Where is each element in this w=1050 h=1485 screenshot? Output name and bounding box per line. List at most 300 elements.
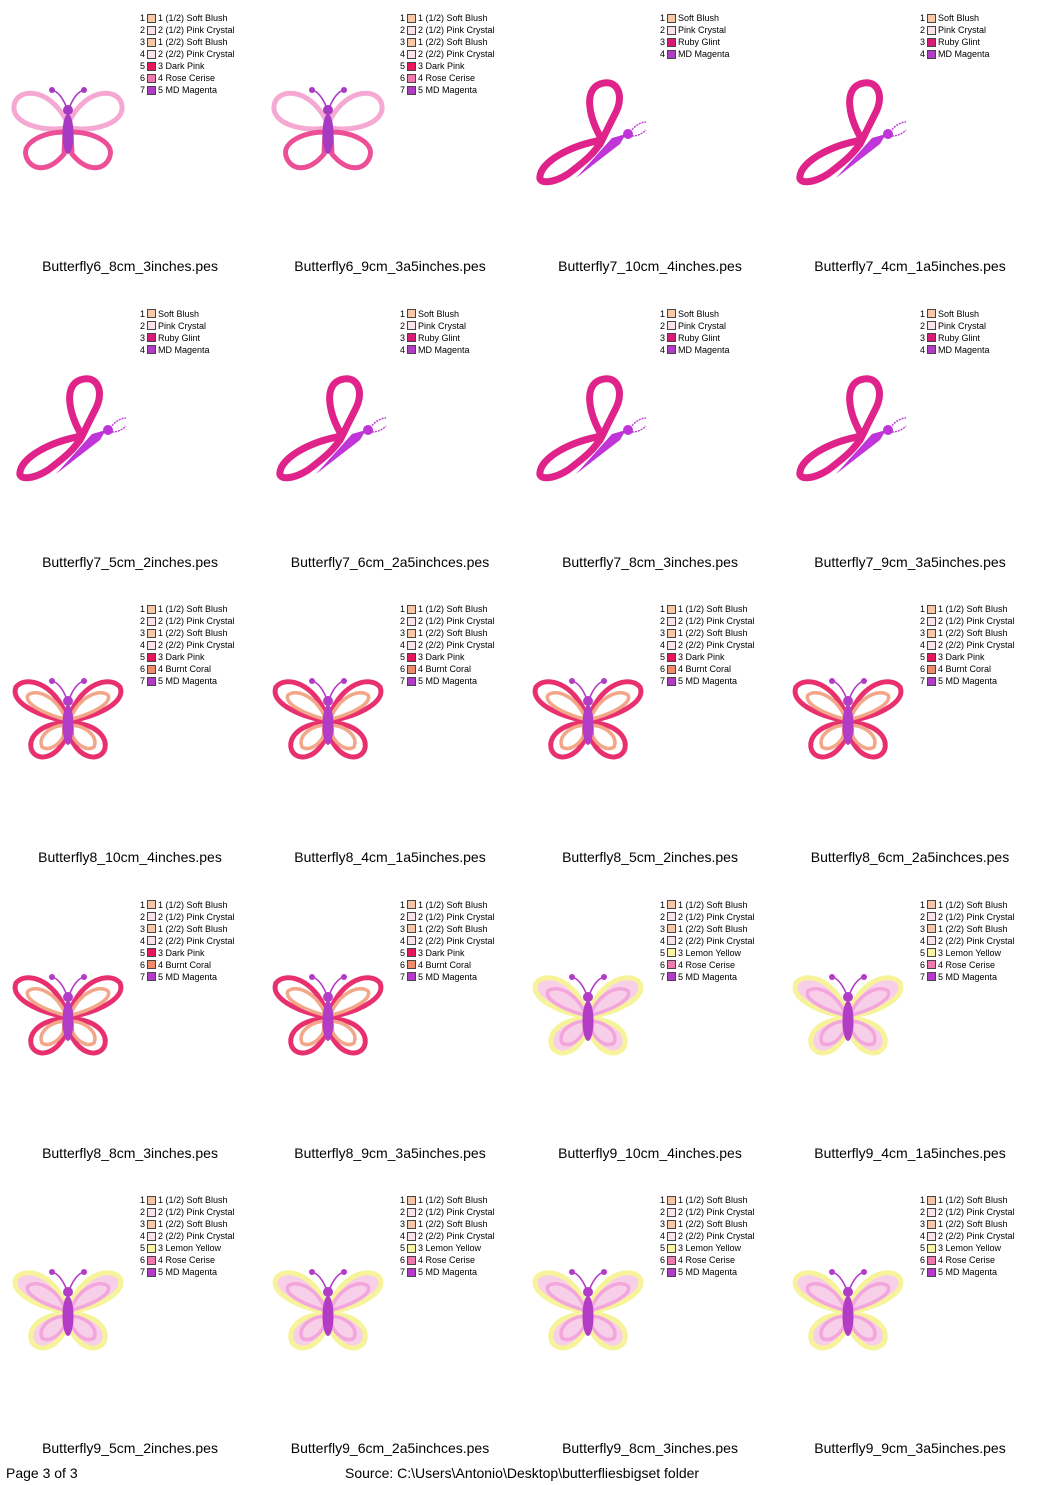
color-swatch xyxy=(407,605,416,614)
color-swatch xyxy=(407,309,416,318)
thread-row xyxy=(136,651,235,663)
thread-row xyxy=(396,48,495,60)
thread-name: 1 (1/2) Soft Blush xyxy=(418,13,488,23)
color-swatch xyxy=(927,641,936,650)
thread-name: 1 (1/2) Soft Blush xyxy=(678,899,748,910)
color-swatch xyxy=(667,26,676,35)
thread-row xyxy=(916,639,1015,651)
thread-number: 3 xyxy=(139,332,145,343)
color-swatch xyxy=(147,972,156,981)
thread-number: 6 xyxy=(399,664,405,674)
thread-number: 2 xyxy=(139,911,145,922)
color-swatch xyxy=(407,62,416,71)
color-swatch xyxy=(147,1268,156,1277)
thread-number: 1 xyxy=(919,604,925,614)
color-swatch xyxy=(147,900,156,909)
thread-number: 5 xyxy=(399,1243,405,1253)
thread-row xyxy=(916,12,990,24)
color-swatch xyxy=(407,333,416,342)
design-filename: Butterfly7_4cm_1a5inches.pes xyxy=(814,258,1006,274)
thread-number: 3 xyxy=(139,628,145,638)
thread-row xyxy=(136,320,210,332)
thread-row xyxy=(656,1206,755,1218)
thread-number: 7 xyxy=(399,85,405,95)
thread-number: 1 xyxy=(139,13,145,23)
color-swatch xyxy=(407,74,416,83)
color-swatch xyxy=(667,912,676,921)
thread-color-legend xyxy=(656,603,755,687)
thread-row xyxy=(136,344,210,356)
color-swatch xyxy=(927,653,936,662)
color-swatch xyxy=(147,629,156,638)
color-swatch xyxy=(927,948,936,957)
thread-row xyxy=(396,36,495,48)
thread-name: 2 (1/2) Pink Crystal xyxy=(678,616,755,626)
color-swatch xyxy=(667,309,676,318)
thread-name: 2 (1/2) Pink Crystal xyxy=(158,616,235,626)
thread-number: 7 xyxy=(919,676,925,686)
thread-row xyxy=(396,603,495,615)
thread-number: 1 xyxy=(139,308,145,319)
source-path: Source: C:\Users\Antonio\Desktop\butterfliesbigset folder xyxy=(345,1465,700,1481)
color-swatch xyxy=(407,50,416,59)
thread-name: Ruby Glint xyxy=(938,37,981,47)
thread-number: 3 xyxy=(919,37,925,47)
color-swatch xyxy=(927,1268,936,1277)
color-swatch xyxy=(927,617,936,626)
thread-number: 4 xyxy=(919,49,925,59)
thread-row xyxy=(916,1230,1015,1242)
thread-name: 4 Rose Cerise xyxy=(158,73,216,83)
thread-number: 3 xyxy=(399,37,405,47)
design-cell xyxy=(520,1182,780,1478)
thread-name: 4 Burnt Coral xyxy=(938,664,992,674)
thread-number: 1 xyxy=(399,1195,405,1205)
color-swatch xyxy=(147,38,156,47)
thread-number: 2 xyxy=(139,616,145,626)
thread-row xyxy=(656,1266,755,1278)
color-swatch xyxy=(667,972,676,981)
color-swatch xyxy=(407,1220,416,1229)
thread-name: 2 (2/2) Pink Crystal xyxy=(938,1231,1015,1241)
thread-name: 2 (1/2) Pink Crystal xyxy=(938,1207,1015,1217)
thread-number: 3 xyxy=(139,1219,145,1229)
thread-number: 6 xyxy=(659,1255,665,1265)
thread-row xyxy=(136,639,235,651)
thread-color-legend xyxy=(916,1194,1015,1278)
butterfly-preview-icon xyxy=(528,70,648,190)
thread-name: 3 Lemon Yellow xyxy=(678,947,742,958)
butterfly-preview-icon xyxy=(788,661,908,781)
thread-row xyxy=(396,84,495,96)
thread-number: 2 xyxy=(919,1207,925,1217)
thread-number: 4 xyxy=(659,640,665,650)
thread-name: Soft Blush xyxy=(158,308,200,319)
thread-number: 6 xyxy=(659,959,665,970)
thread-number: 1 xyxy=(399,308,405,319)
thread-number: 2 xyxy=(919,616,925,626)
color-swatch xyxy=(667,1208,676,1217)
thread-name: 1 (1/2) Soft Blush xyxy=(418,604,488,614)
thread-row xyxy=(136,615,235,627)
thread-number: 2 xyxy=(919,25,925,35)
thread-row xyxy=(656,603,755,615)
thread-row xyxy=(136,935,235,947)
color-swatch xyxy=(407,665,416,674)
thread-row xyxy=(656,651,755,663)
thread-row xyxy=(396,60,495,72)
color-swatch xyxy=(927,936,936,945)
thread-name: 2 (1/2) Pink Crystal xyxy=(678,911,755,922)
thread-name: 1 (2/2) Soft Blush xyxy=(158,628,228,638)
design-filename: Butterfly7_5cm_2inches.pes xyxy=(42,553,218,570)
thread-name: Pink Crystal xyxy=(938,25,987,35)
butterfly-preview-icon xyxy=(268,1252,388,1372)
color-swatch xyxy=(667,345,676,354)
design-cell xyxy=(520,296,780,592)
thread-row xyxy=(916,332,990,344)
thread-row xyxy=(396,1218,495,1230)
thread-number: 3 xyxy=(139,37,145,47)
thread-row xyxy=(656,615,755,627)
color-swatch xyxy=(927,605,936,614)
color-swatch xyxy=(147,309,156,318)
thread-name: 2 (1/2) Pink Crystal xyxy=(418,616,495,626)
color-swatch xyxy=(147,14,156,23)
thread-row xyxy=(916,308,990,320)
thread-color-legend xyxy=(916,308,990,356)
design-filename: Butterfly7_8cm_3inches.pes xyxy=(562,553,738,570)
thread-name: Soft Blush xyxy=(938,308,980,319)
thread-number: 4 xyxy=(399,344,405,355)
color-swatch xyxy=(667,641,676,650)
color-swatch xyxy=(407,86,416,95)
design-filename: Butterfly9_10cm_4inches.pes xyxy=(558,1144,742,1161)
thread-row xyxy=(656,48,730,60)
thread-number: 4 xyxy=(139,49,145,59)
thread-row xyxy=(396,1230,495,1242)
thread-number: 3 xyxy=(659,628,665,638)
color-swatch xyxy=(927,345,936,354)
thread-number: 3 xyxy=(399,628,405,638)
color-swatch xyxy=(667,1268,676,1277)
thread-row xyxy=(656,332,730,344)
color-swatch xyxy=(407,1196,416,1205)
thread-number: 7 xyxy=(139,1267,145,1277)
butterfly-preview-icon xyxy=(788,366,908,486)
thread-name: 3 Dark Pink xyxy=(418,61,465,71)
color-swatch xyxy=(407,900,416,909)
design-filename: Butterfly6_9cm_3a5inches.pes xyxy=(294,258,486,274)
thread-name: 4 Rose Cerise xyxy=(418,73,476,83)
thread-row xyxy=(136,1242,235,1254)
thread-name: 4 Rose Cerise xyxy=(678,959,736,970)
thread-number: 5 xyxy=(139,652,145,662)
thread-row xyxy=(656,935,755,947)
color-swatch xyxy=(667,948,676,957)
thread-row xyxy=(396,947,495,959)
thread-name: 3 Lemon Yellow xyxy=(678,1243,742,1253)
color-swatch xyxy=(407,924,416,933)
design-cell xyxy=(0,0,260,296)
thread-row xyxy=(656,36,730,48)
thread-row xyxy=(656,899,755,911)
thread-number: 3 xyxy=(659,1219,665,1229)
butterfly-preview-icon xyxy=(8,70,128,190)
color-swatch xyxy=(927,912,936,921)
design-filename: Butterfly8_4cm_1a5inches.pes xyxy=(294,849,486,865)
thread-name: 1 (1/2) Soft Blush xyxy=(158,604,228,614)
thread-number: 7 xyxy=(139,676,145,686)
color-swatch xyxy=(407,948,416,957)
color-swatch xyxy=(667,629,676,638)
thread-row xyxy=(136,663,235,675)
thread-name: 2 (2/2) Pink Crystal xyxy=(158,49,235,59)
thread-row xyxy=(916,627,1015,639)
color-swatch xyxy=(927,677,936,686)
color-swatch xyxy=(147,1196,156,1205)
thread-name: 2 (2/2) Pink Crystal xyxy=(938,935,1015,946)
color-swatch xyxy=(927,1256,936,1265)
thread-row xyxy=(396,639,495,651)
thread-row xyxy=(136,1230,235,1242)
design-filename: Butterfly7_9cm_3a5inches.pes xyxy=(814,553,1006,570)
thread-name: 1 (2/2) Soft Blush xyxy=(938,628,1008,638)
thread-number: 6 xyxy=(139,959,145,970)
design-cell xyxy=(780,887,1040,1183)
thread-name: Soft Blush xyxy=(678,13,720,23)
color-swatch xyxy=(667,1232,676,1241)
thread-row xyxy=(916,1266,1015,1278)
color-swatch xyxy=(927,924,936,933)
thread-row xyxy=(396,923,495,935)
thread-row xyxy=(916,935,1015,947)
butterfly-preview-icon xyxy=(528,957,648,1077)
thread-number: 2 xyxy=(659,616,665,626)
thread-color-legend xyxy=(916,12,990,60)
thread-row xyxy=(916,675,1015,687)
thread-name: 1 (1/2) Soft Blush xyxy=(158,1195,228,1205)
thread-name: 2 (2/2) Pink Crystal xyxy=(158,1231,235,1241)
thread-row xyxy=(136,24,235,36)
thread-number: 6 xyxy=(659,664,665,674)
thread-color-legend xyxy=(656,1194,755,1278)
design-filename: Butterfly8_6cm_2a5inchces.pes xyxy=(810,849,1010,865)
thread-name: 3 Lemon Yellow xyxy=(938,1243,1002,1253)
thread-number: 3 xyxy=(659,332,665,343)
thread-color-legend xyxy=(396,12,495,96)
thread-row xyxy=(396,959,495,971)
color-swatch xyxy=(147,641,156,650)
color-swatch xyxy=(407,14,416,23)
thread-number: 5 xyxy=(659,1243,665,1253)
thread-number: 6 xyxy=(399,1255,405,1265)
thread-color-legend xyxy=(396,603,495,687)
thread-name: MD Magenta xyxy=(158,344,210,355)
color-swatch xyxy=(927,50,936,59)
thread-row xyxy=(916,663,1015,675)
thread-name: 4 Burnt Coral xyxy=(158,664,212,674)
color-swatch xyxy=(147,26,156,35)
thread-row xyxy=(916,603,1015,615)
thread-name: Ruby Glint xyxy=(418,332,461,343)
thread-name: 2 (2/2) Pink Crystal xyxy=(678,1231,755,1241)
thread-row xyxy=(656,971,755,983)
thread-name: 4 Rose Cerise xyxy=(158,1255,216,1265)
color-swatch xyxy=(927,321,936,330)
thread-number: 5 xyxy=(139,947,145,958)
thread-row xyxy=(136,971,235,983)
color-swatch xyxy=(667,38,676,47)
thread-number: 7 xyxy=(659,971,665,982)
thread-name: MD Magenta xyxy=(678,49,730,59)
thread-row xyxy=(136,48,235,60)
thread-row xyxy=(136,1218,235,1230)
color-swatch xyxy=(927,900,936,909)
thread-number: 2 xyxy=(659,911,665,922)
thread-row xyxy=(136,308,210,320)
color-swatch xyxy=(407,38,416,47)
thread-row xyxy=(396,1206,495,1218)
thread-name: 3 Dark Pink xyxy=(418,947,465,958)
color-swatch xyxy=(407,1208,416,1217)
thread-row xyxy=(656,923,755,935)
thread-row xyxy=(396,308,470,320)
thread-number: 3 xyxy=(659,923,665,934)
thread-name: 1 (2/2) Soft Blush xyxy=(158,1219,228,1229)
color-swatch xyxy=(147,1244,156,1253)
thread-number: 2 xyxy=(919,320,925,331)
thread-number: 4 xyxy=(919,344,925,355)
color-swatch xyxy=(147,50,156,59)
thread-row xyxy=(396,320,470,332)
thread-number: 3 xyxy=(919,1219,925,1229)
design-filename: Butterfly9_8cm_3inches.pes xyxy=(562,1440,738,1456)
thread-name: Soft Blush xyxy=(678,308,720,319)
thread-row xyxy=(396,1254,495,1266)
thread-row xyxy=(396,12,495,24)
thread-number: 5 xyxy=(399,652,405,662)
design-cell xyxy=(260,591,520,887)
color-swatch xyxy=(147,86,156,95)
thread-number: 5 xyxy=(659,652,665,662)
color-swatch xyxy=(927,972,936,981)
design-cell xyxy=(0,296,260,592)
thread-name: 5 MD Magenta xyxy=(418,971,478,982)
thread-row xyxy=(136,332,210,344)
thread-name: 5 MD Magenta xyxy=(678,1267,738,1277)
thread-name: 4 Rose Cerise xyxy=(678,1255,736,1265)
thread-row xyxy=(136,899,235,911)
thread-name: Pink Crystal xyxy=(938,320,987,331)
butterfly-preview-icon xyxy=(268,70,388,190)
thread-number: 3 xyxy=(919,628,925,638)
thread-number: 1 xyxy=(139,899,145,910)
color-swatch xyxy=(147,677,156,686)
color-swatch xyxy=(407,1256,416,1265)
thread-row xyxy=(916,959,1015,971)
color-swatch xyxy=(407,641,416,650)
thread-number: 4 xyxy=(659,49,665,59)
thread-row xyxy=(136,84,235,96)
color-swatch xyxy=(147,653,156,662)
color-swatch xyxy=(147,1232,156,1241)
thread-row xyxy=(916,24,990,36)
thread-row xyxy=(916,36,990,48)
thread-row xyxy=(136,675,235,687)
thread-name: 2 (2/2) Pink Crystal xyxy=(418,640,495,650)
thread-color-legend xyxy=(136,899,235,983)
thread-number: 5 xyxy=(919,652,925,662)
thread-row xyxy=(136,1206,235,1218)
thread-row xyxy=(396,935,495,947)
thread-name: 3 Dark Pink xyxy=(158,61,205,71)
design-cell xyxy=(260,0,520,296)
thread-row xyxy=(916,1254,1015,1266)
thread-name: 1 (1/2) Soft Blush xyxy=(938,1195,1008,1205)
design-filename: Butterfly8_9cm_3a5inches.pes xyxy=(294,1144,486,1161)
color-swatch xyxy=(667,1220,676,1229)
design-filename: Butterfly8_8cm_3inches.pes xyxy=(42,1144,218,1161)
color-swatch xyxy=(147,936,156,945)
thread-number: 1 xyxy=(919,308,925,319)
thread-number: 1 xyxy=(659,308,665,319)
thread-name: Ruby Glint xyxy=(938,332,981,343)
thread-row xyxy=(916,320,990,332)
thread-name: Pink Crystal xyxy=(418,320,467,331)
thread-row xyxy=(396,1266,495,1278)
thread-row xyxy=(136,923,235,935)
butterfly-preview-icon xyxy=(528,661,648,781)
color-swatch xyxy=(407,960,416,969)
thread-color-legend xyxy=(136,603,235,687)
thread-name: MD Magenta xyxy=(938,49,990,59)
thread-number: 2 xyxy=(139,25,145,35)
thread-number: 3 xyxy=(919,923,925,934)
thread-row xyxy=(656,1218,755,1230)
thread-number: 7 xyxy=(659,676,665,686)
design-cell xyxy=(780,1182,1040,1478)
thread-row xyxy=(656,1230,755,1242)
color-swatch xyxy=(667,1196,676,1205)
thread-name: 4 Rose Cerise xyxy=(418,1255,476,1265)
color-swatch xyxy=(407,321,416,330)
thread-row xyxy=(396,1194,495,1206)
thread-name: 1 (1/2) Soft Blush xyxy=(158,13,228,23)
color-swatch xyxy=(927,1196,936,1205)
thread-row xyxy=(656,911,755,923)
thread-name: Pink Crystal xyxy=(678,320,727,331)
thread-row xyxy=(396,675,495,687)
color-swatch xyxy=(667,50,676,59)
color-swatch xyxy=(407,912,416,921)
thread-name: 5 MD Magenta xyxy=(678,676,738,686)
thread-number: 7 xyxy=(659,1267,665,1277)
thread-row xyxy=(396,651,495,663)
color-swatch xyxy=(147,62,156,71)
butterfly-preview-icon xyxy=(268,957,388,1077)
color-swatch xyxy=(667,936,676,945)
thread-number: 2 xyxy=(399,911,405,922)
thread-name: 1 (2/2) Soft Blush xyxy=(678,1219,748,1229)
thread-number: 1 xyxy=(919,1195,925,1205)
thread-number: 1 xyxy=(659,899,665,910)
thread-name: 5 MD Magenta xyxy=(418,1267,478,1277)
thread-name: 4 Rose Cerise xyxy=(938,1255,996,1265)
thread-name: 2 (2/2) Pink Crystal xyxy=(678,640,755,650)
thread-color-legend xyxy=(396,1194,495,1278)
color-swatch xyxy=(667,924,676,933)
